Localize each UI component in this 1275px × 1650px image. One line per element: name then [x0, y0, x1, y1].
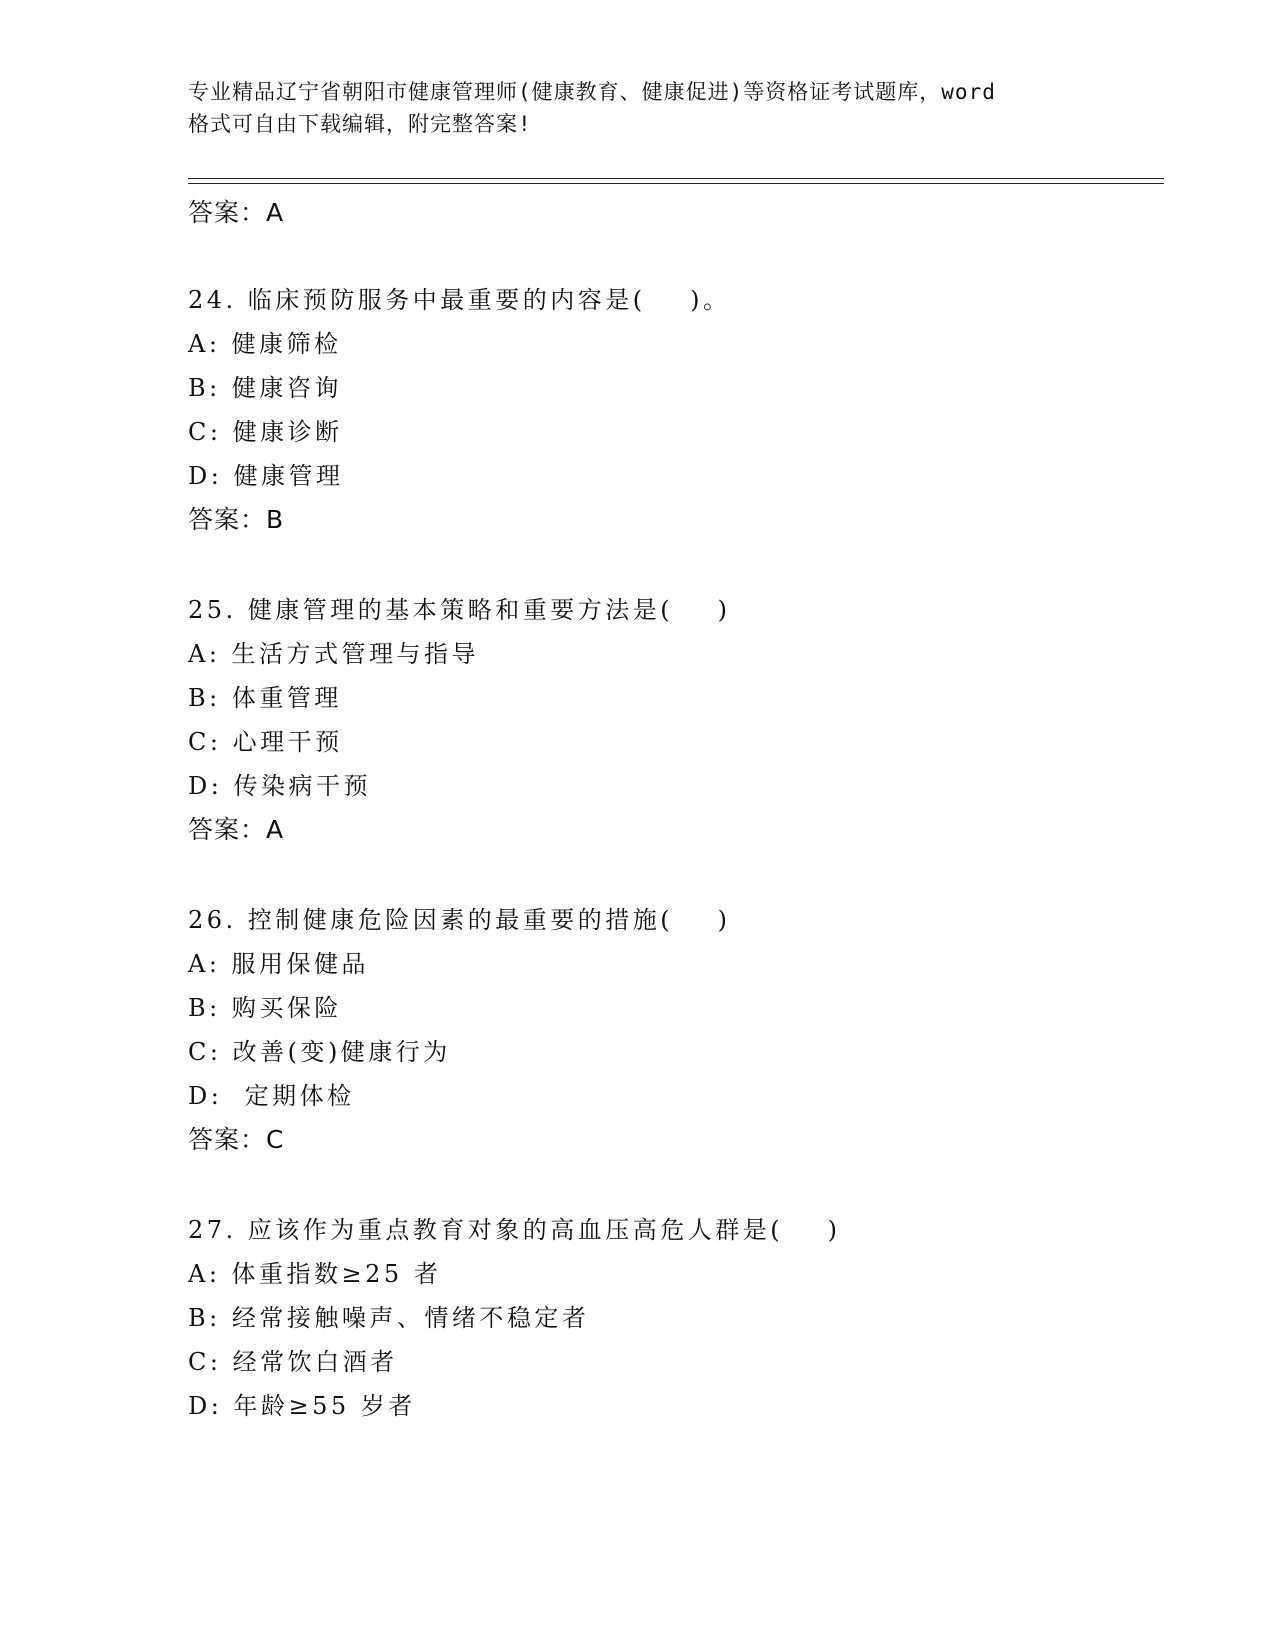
question-25-option-b: B: 体重管理 — [188, 684, 342, 712]
question-24-stem: 24. 临床预防服务中最重要的内容是( )。 — [188, 286, 731, 314]
question-25-option-c: C: 心理干预 — [188, 728, 343, 756]
question-26-option-d: D: 定期体检 — [188, 1082, 355, 1110]
question-24-option-a: A: 健康筛检 — [188, 330, 342, 358]
question-25-option-d: D: 传染病干预 — [188, 772, 371, 800]
question-27-stem: 27. 应该作为重点教育对象的高血压高危人群是( ) — [188, 1216, 841, 1244]
question-25-option-a: A: 生活方式管理与指导 — [188, 640, 480, 668]
question-27-option-c: C: 经常饮白酒者 — [188, 1348, 398, 1376]
question-25-answer: 答案：A — [188, 815, 285, 844]
question-26-answer: 答案：C — [188, 1125, 285, 1154]
answer-previous: 答案：A — [188, 198, 285, 227]
header-line-2: 格式可自由下载编辑，附完整答案! — [188, 112, 532, 136]
question-26-option-b: B: 购买保险 — [188, 994, 342, 1022]
question-26-option-c: C: 改善(变)健康行为 — [188, 1038, 451, 1066]
question-27-option-d: D: 年龄≥55 岁者 — [188, 1392, 416, 1420]
question-26-stem: 26. 控制健康危险因素的最重要的措施( ) — [188, 906, 731, 934]
question-27-option-b: B: 经常接触噪声、情绪不稳定者 — [188, 1304, 590, 1332]
question-25-stem: 25. 健康管理的基本策略和重要方法是( ) — [188, 596, 731, 624]
document-header — [188, 76, 1088, 140]
header-divider-top — [188, 178, 1164, 179]
question-26-option-a: A: 服用保健品 — [188, 950, 370, 978]
question-27-option-a: A: 体重指数≥25 者 — [188, 1260, 442, 1288]
question-24-option-c: C: 健康诊断 — [188, 418, 343, 446]
header-divider-bottom — [188, 183, 1164, 184]
question-24-option-b: B: 健康咨询 — [188, 374, 342, 402]
question-24-answer: 答案：B — [188, 505, 285, 534]
question-24-option-d: D: 健康管理 — [188, 462, 344, 490]
header-line-1: 专业精品辽宁省朝阳市健康管理师(健康教育、健康促进)等资格证考试题库，word — [188, 80, 996, 104]
